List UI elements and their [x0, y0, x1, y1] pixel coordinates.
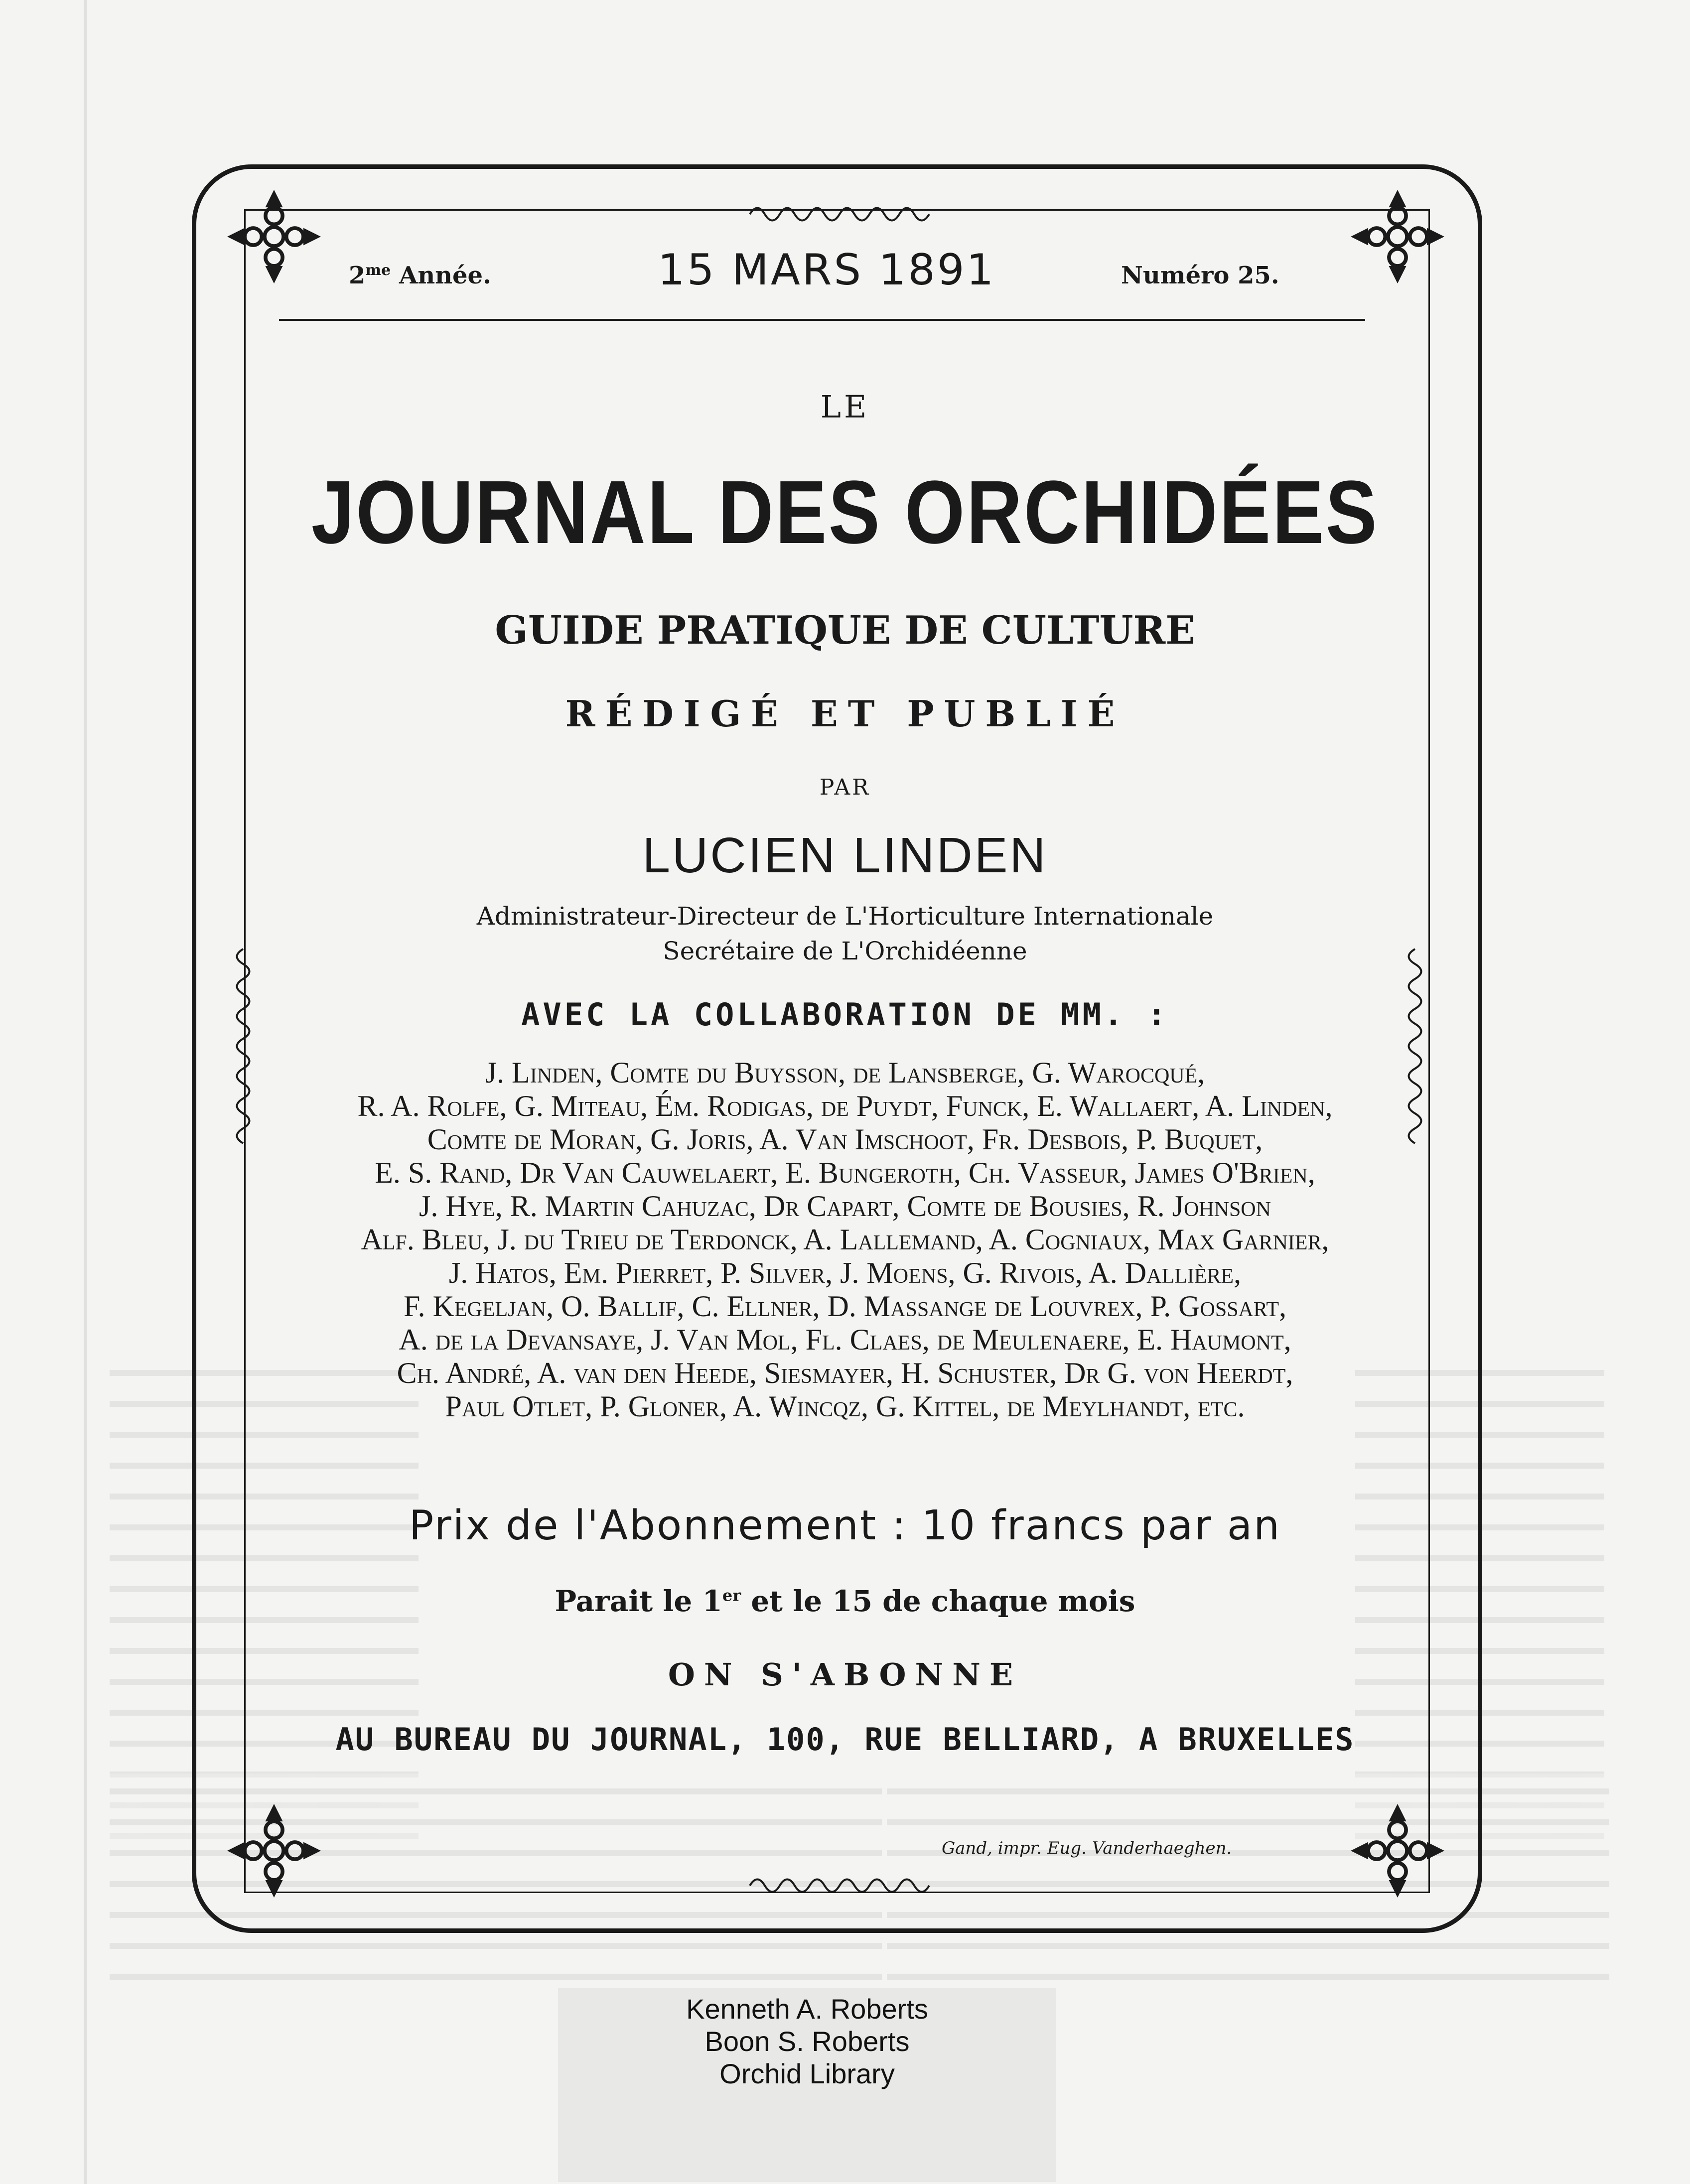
subscribe-heading: ON S'ABONNE [668, 1656, 1022, 1693]
collaborator-line: Ch. André, A. van den Heede, Siesmayer, H. Schuster, Dr G. von Heerdt, [397, 1357, 1293, 1389]
publication-frequency: Parait le 1er et le 15 de chaque mois [555, 1584, 1135, 1618]
collaborator-line: E. S. Rand, Dr Van Cauwelaert, E. Bungeroth, Ch. Vasseur, James O'Brien, [375, 1156, 1315, 1189]
title-article: LE [820, 389, 870, 425]
corner-ornament-icon [227, 1803, 321, 1898]
collaborator-list [0, 1056, 1690, 1423]
corner-ornament-icon [1350, 1803, 1445, 1898]
author-affiliation: Secrétaire de L'Orchidéenne [663, 937, 1027, 965]
library-stamp-line: Kenneth A. Roberts [686, 1993, 928, 2025]
library-stamp-line: Orchid Library [719, 2058, 895, 2089]
collaborator-line: Alf. Bleu, J. du Trieu de Terdonck, A. Lallemand, A. Cogniaux, Max Garnier, [361, 1223, 1329, 1256]
office-address: AU BUREAU DU JOURNAL, 100, RUE BELLIARD, A BRUXELLES [335, 1721, 1355, 1758]
collaborator-line: Comte de Moran, G. Joris, A. Van Imschoot, Fr. Desbois, P. Buquet, [427, 1123, 1263, 1156]
wave-flourish-icon [747, 199, 932, 229]
redige-heading: RÉDIGÉ ET PUBLIÉ [565, 692, 1125, 735]
collaborator-line: J. Hye, R. Martin Cahuzac, Dr Capart, Comte de Bousies, R. Johnson [419, 1190, 1271, 1223]
collaborator-line: A. de la Devansaye, J. Van Mol, Fl. Claes, de Meulenaere, E. Haumont, [399, 1323, 1291, 1356]
issue-year: $2^{me}$ Année. [349, 262, 491, 289]
author-affiliation: Administrateur-Directeur de L'Horticulture Internationale [476, 902, 1214, 931]
printer-imprint: Gand, impr. Eug. Vanderhaeghen. [942, 1838, 1232, 1858]
header-rule [279, 319, 1365, 321]
journal-subtitle: GUIDE PRATIQUE DE CULTURE [495, 608, 1195, 653]
collaborator-line: Paul Otlet, P. Gloner, A. Wincqz, G. Kittel, de Meylhandt, etc. [445, 1390, 1245, 1423]
collaborator-line: R. A. Rolfe, G. Miteau, Ém. Rodigas, de Puydt, Funck, E. Wallaert, A. Linden, [357, 1090, 1333, 1122]
collaborator-line: J. Hatos, Em. Pierret, P. Silver, J. Moens, G. Rivois, A. Dallière, [448, 1256, 1242, 1289]
library-stamp-line: Boon S. Roberts [704, 2026, 910, 2057]
subscription-price: Prix de l'Abonnement : 10 francs par an [409, 1502, 1281, 1549]
issue-date: 15 MARS 1891 [658, 245, 996, 295]
wave-flourish-icon [747, 1871, 932, 1901]
par-label: PAR [819, 775, 871, 800]
collaboration-heading: AVEC LA COLLABORATION DE MM. : [521, 996, 1169, 1033]
corner-ornament-icon [1350, 189, 1445, 284]
collaborator-line: F. Kegeljan, O. Ballif, C. Ellner, D. Massange de Louvrex, P. Gossart, [403, 1290, 1287, 1323]
corner-ornament-icon [227, 189, 321, 284]
author-name: LUCIEN LINDEN [642, 827, 1048, 883]
journal-title: JOURNAL DES ORCHIDÉES [311, 462, 1379, 562]
issue-number: Numéro 25. [1121, 262, 1279, 289]
collaborator-line: J. Linden, Comte du Buysson, de Lansberge, G. Warocqué, [485, 1056, 1205, 1089]
